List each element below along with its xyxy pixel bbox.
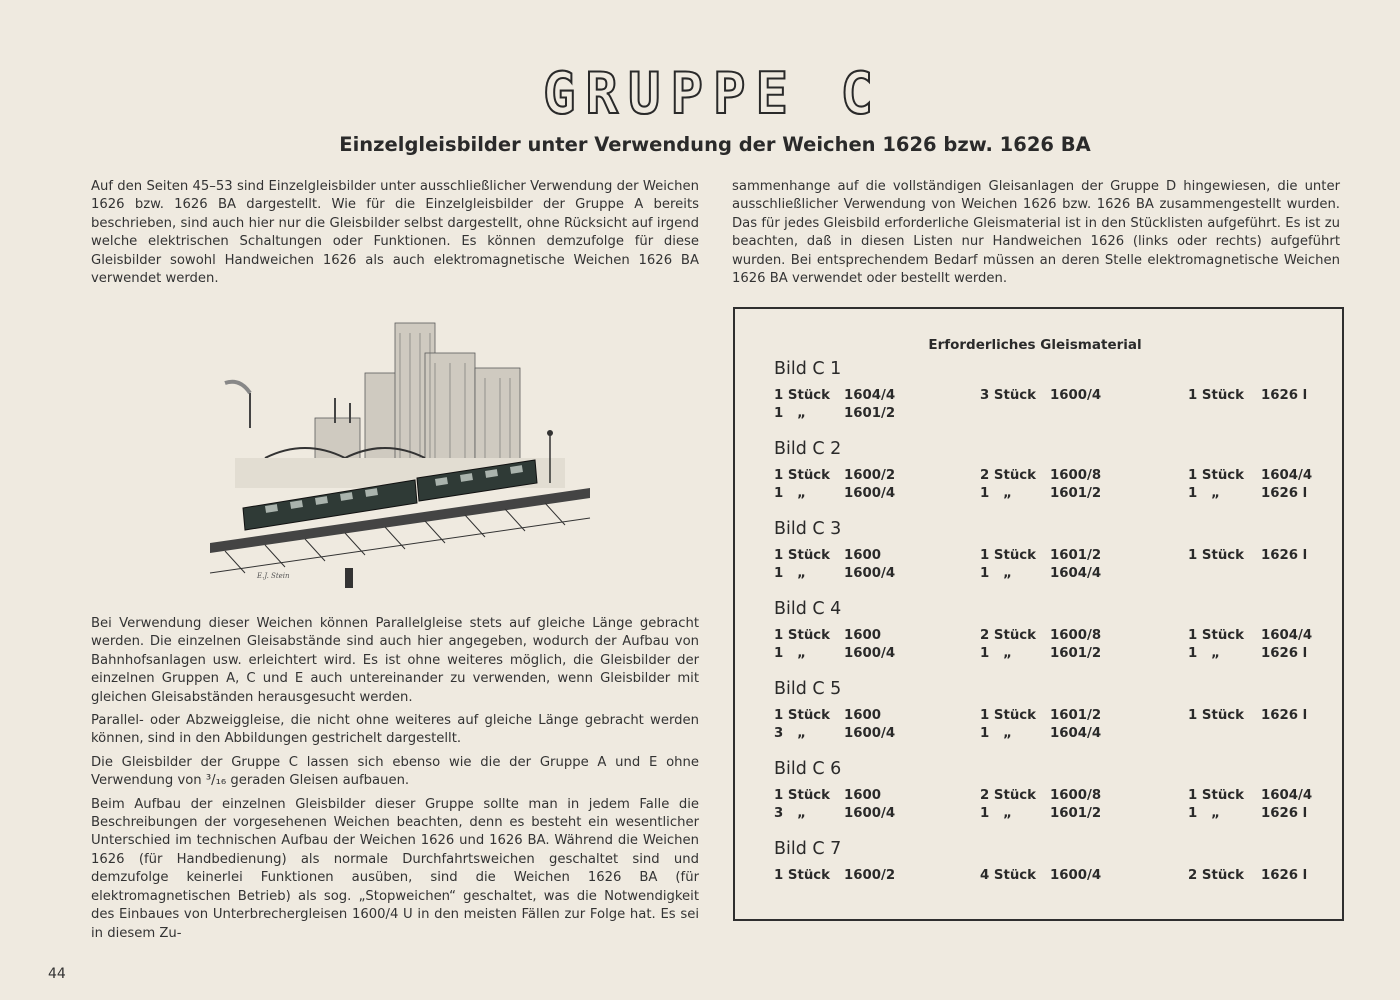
material-part-number: 1600 [844,708,882,723]
material-box-heading: Erforderliches Gleismaterial [928,337,1142,353]
material-quantity: 2 Stück [980,628,1037,643]
material-part-number: 1604/4 [1050,566,1102,581]
material-quantity: 1 Stück [774,548,831,563]
material-part-number: 1626 l [1261,646,1308,661]
material-quantity: 1 „ [980,486,1012,501]
material-quantity: 1 Stück [1188,708,1245,723]
body-paragraph: Bei Verwendung dieser Weichen können Parallelgleise stets auf gleiche Länge gebracht werden. Die einzelnen Gleisabstände sind auch hier angegeben, wodurch der Aufbau von Bahnhofsanlagen usw. erleichtert wird. Es ist ohne weiteres möglich, die Gleisbilder der einzelnen Gruppen A, C und E auch untereinander zu verwenden, wenn Gleisbilder mit gleichen Gleisabständen herausgesucht werden. [91,616,699,705]
material-part-number: 1600 [844,548,882,563]
material-quantity: 3 Stück [980,388,1037,403]
material-part-number: 1626 l [1261,548,1308,563]
material-quantity: 4 Stück [980,868,1037,883]
material-part-number: 1604/4 [1261,788,1313,803]
material-part-number: 1601/2 [844,406,896,421]
page-subtitle: Einzelgleisbilder unter Verwendung der Weichen 1626 bzw. 1626 BA [339,133,1091,156]
material-quantity: 1 Stück [1188,468,1245,483]
material-part-number: 1604/4 [1261,468,1313,483]
body-paragraph: Die Gleisbilder der Gruppe C lassen sich ebenso wie die der Gruppe A und E ohne Verwendung von ³/₁₆ geraden Gleisen aufbauen. [91,754,699,789]
material-quantity: 1 „ [774,406,806,421]
material-part-number: 1600/2 [844,468,896,483]
bild-label: Bild C 5 [774,679,842,699]
material-quantity: 2 Stück [980,788,1037,803]
material-quantity: 1 Stück [1188,628,1245,643]
material-quantity: 1 Stück [1188,788,1245,803]
material-part-number: 1600/8 [1050,788,1102,803]
material-quantity: 1 „ [774,646,806,661]
material-part-number: 1626 l [1261,868,1308,883]
bild-label: Bild C 4 [774,599,842,619]
material-quantity: 1 Stück [1188,548,1245,563]
material-part-number: 1601/2 [1050,806,1102,821]
material-part-number: 1604/4 [1050,726,1102,741]
material-part-number: 1600/4 [1050,388,1102,403]
page-title: GRUPPE C [542,60,884,127]
material-part-number: 1600/8 [1050,468,1102,483]
material-part-number: 1600 [844,628,882,643]
bild-label: Bild C 2 [774,439,842,459]
material-quantity: 1 „ [980,646,1012,661]
material-part-number: 1600/4 [844,486,896,501]
intro-paragraph-right: sammenhange auf die vollständigen Gleisanlagen der Gruppe D hingewiesen, die unter ausschließlicher Verwendung von Weichen 1626 bzw. 1626 BA zusammengestellt wurden. Das für jedes Gleisbild erforderliche Gleismaterial ist in den Stücklisten aufgeführt. Es ist zu beachten, daß in diesen Listen nur Handweichen 1626 (links oder rechts) aufgeführt wurden. Bei entsprechendem Bedarf müssen an deren Stelle elektromagnetische Weichen 1626 BA verwendet oder bestellt werden. [732,179,1340,287]
material-quantity: 1 „ [1188,486,1220,501]
material-quantity: 3 „ [774,726,806,741]
material-quantity: 1 „ [980,566,1012,581]
bild-label: Bild C 1 [774,359,842,379]
material-quantity: 1 Stück [774,788,831,803]
bild-label: Bild C 6 [774,759,842,779]
material-part-number: 1601/2 [1050,486,1102,501]
material-quantity: 1 „ [980,726,1012,741]
material-part-number: 1600/4 [844,646,896,661]
material-quantity: 3 „ [774,806,806,821]
material-quantity: 1 Stück [774,628,831,643]
intro-paragraph-left: Auf den Seiten 45–53 sind Einzelgleisbilder unter ausschließlicher Verwendung der Weichen 1626 bzw. 1626 BA dargestellt. Wie für die Einzelgleisbilder der Gruppe A bereits beschrieben, sind auch hier nur die Gleisbilder selbst dargestellt, ohne Rücksicht auf irgend welche elektrischen Schaltungen oder Funktionen. Es können demzufolge für diese Gleisbilder sowohl Handweichen 1626 als auch elektromagnetische Weichen 1626 BA verwendet werden. [91,179,699,287]
material-part-number: 1626 l [1261,486,1308,501]
train-factory-illustration [205,298,605,588]
material-quantity: 1 Stück [980,548,1037,563]
body-paragraph: Beim Aufbau der einzelnen Gleisbilder dieser Gruppe sollte man in jedem Falle die Beschreibungen der vorgesehenen Weichen beachten, denn es besteht ein wesentlicher Unterschied im technischen Aufbau der Weichen 1626 und 1626 BA. Während die Weichen 1626 (für Handbedienung) als normale Durchfahrtsweichen geschaltet sind und demzufolge keinerlei Funktionen ausüben, sind die Weichen 1626 BA (für elektromagnetischen Betrieb) als sog. „Stopweichen“ geschaltet, was die Notwendigkeit des Einbaues von Unterbrechergleisen 1600/4 U in den meisten Fällen zur Folge hat. Es sei in diesem Zu- [91,796,699,941]
material-quantity: 1 „ [774,566,806,581]
material-part-number: 1600/4 [1050,868,1102,883]
material-part-number: 1600 [844,788,882,803]
material-quantity: 2 Stück [1188,868,1245,883]
material-part-number: 1600/4 [844,726,896,741]
material-quantity: 1 Stück [774,388,831,403]
material-part-number: 1601/2 [1050,708,1102,723]
material-quantity: 1 „ [980,806,1012,821]
material-quantity: 1 „ [1188,646,1220,661]
material-part-number: 1604/4 [844,388,896,403]
page-number: 44 [48,966,66,982]
bild-label: Bild C 3 [774,519,842,539]
illustration-signature: E.J. Stein [257,572,290,580]
material-part-number: 1626 l [1261,388,1308,403]
material-part-number: 1600/4 [844,566,896,581]
material-quantity: 1 Stück [774,868,831,883]
material-part-number: 1601/2 [1050,548,1102,563]
material-quantity: 1 Stück [980,708,1037,723]
material-quantity: 1 Stück [1188,388,1245,403]
material-quantity: 1 Stück [774,708,831,723]
material-quantity: 1 Stück [774,468,831,483]
material-box [733,307,1344,921]
material-part-number: 1604/4 [1261,628,1313,643]
material-part-number: 1600/8 [1050,628,1102,643]
material-part-number: 1601/2 [1050,646,1102,661]
material-quantity: 2 Stück [980,468,1037,483]
material-part-number: 1600/2 [844,868,896,883]
bild-label: Bild C 7 [774,839,842,859]
body-paragraph: Parallel- oder Abzweiggleise, die nicht ohne weiteres auf gleiche Länge gebracht werden können, sind in den Abbildungen gestrichelt dargestellt. [91,713,699,747]
material-part-number: 1626 l [1261,806,1308,821]
material-part-number: 1626 l [1261,708,1308,723]
material-quantity: 1 „ [1188,806,1220,821]
material-part-number: 1600/4 [844,806,896,821]
material-quantity: 1 „ [774,486,806,501]
body-text [91,615,699,948]
